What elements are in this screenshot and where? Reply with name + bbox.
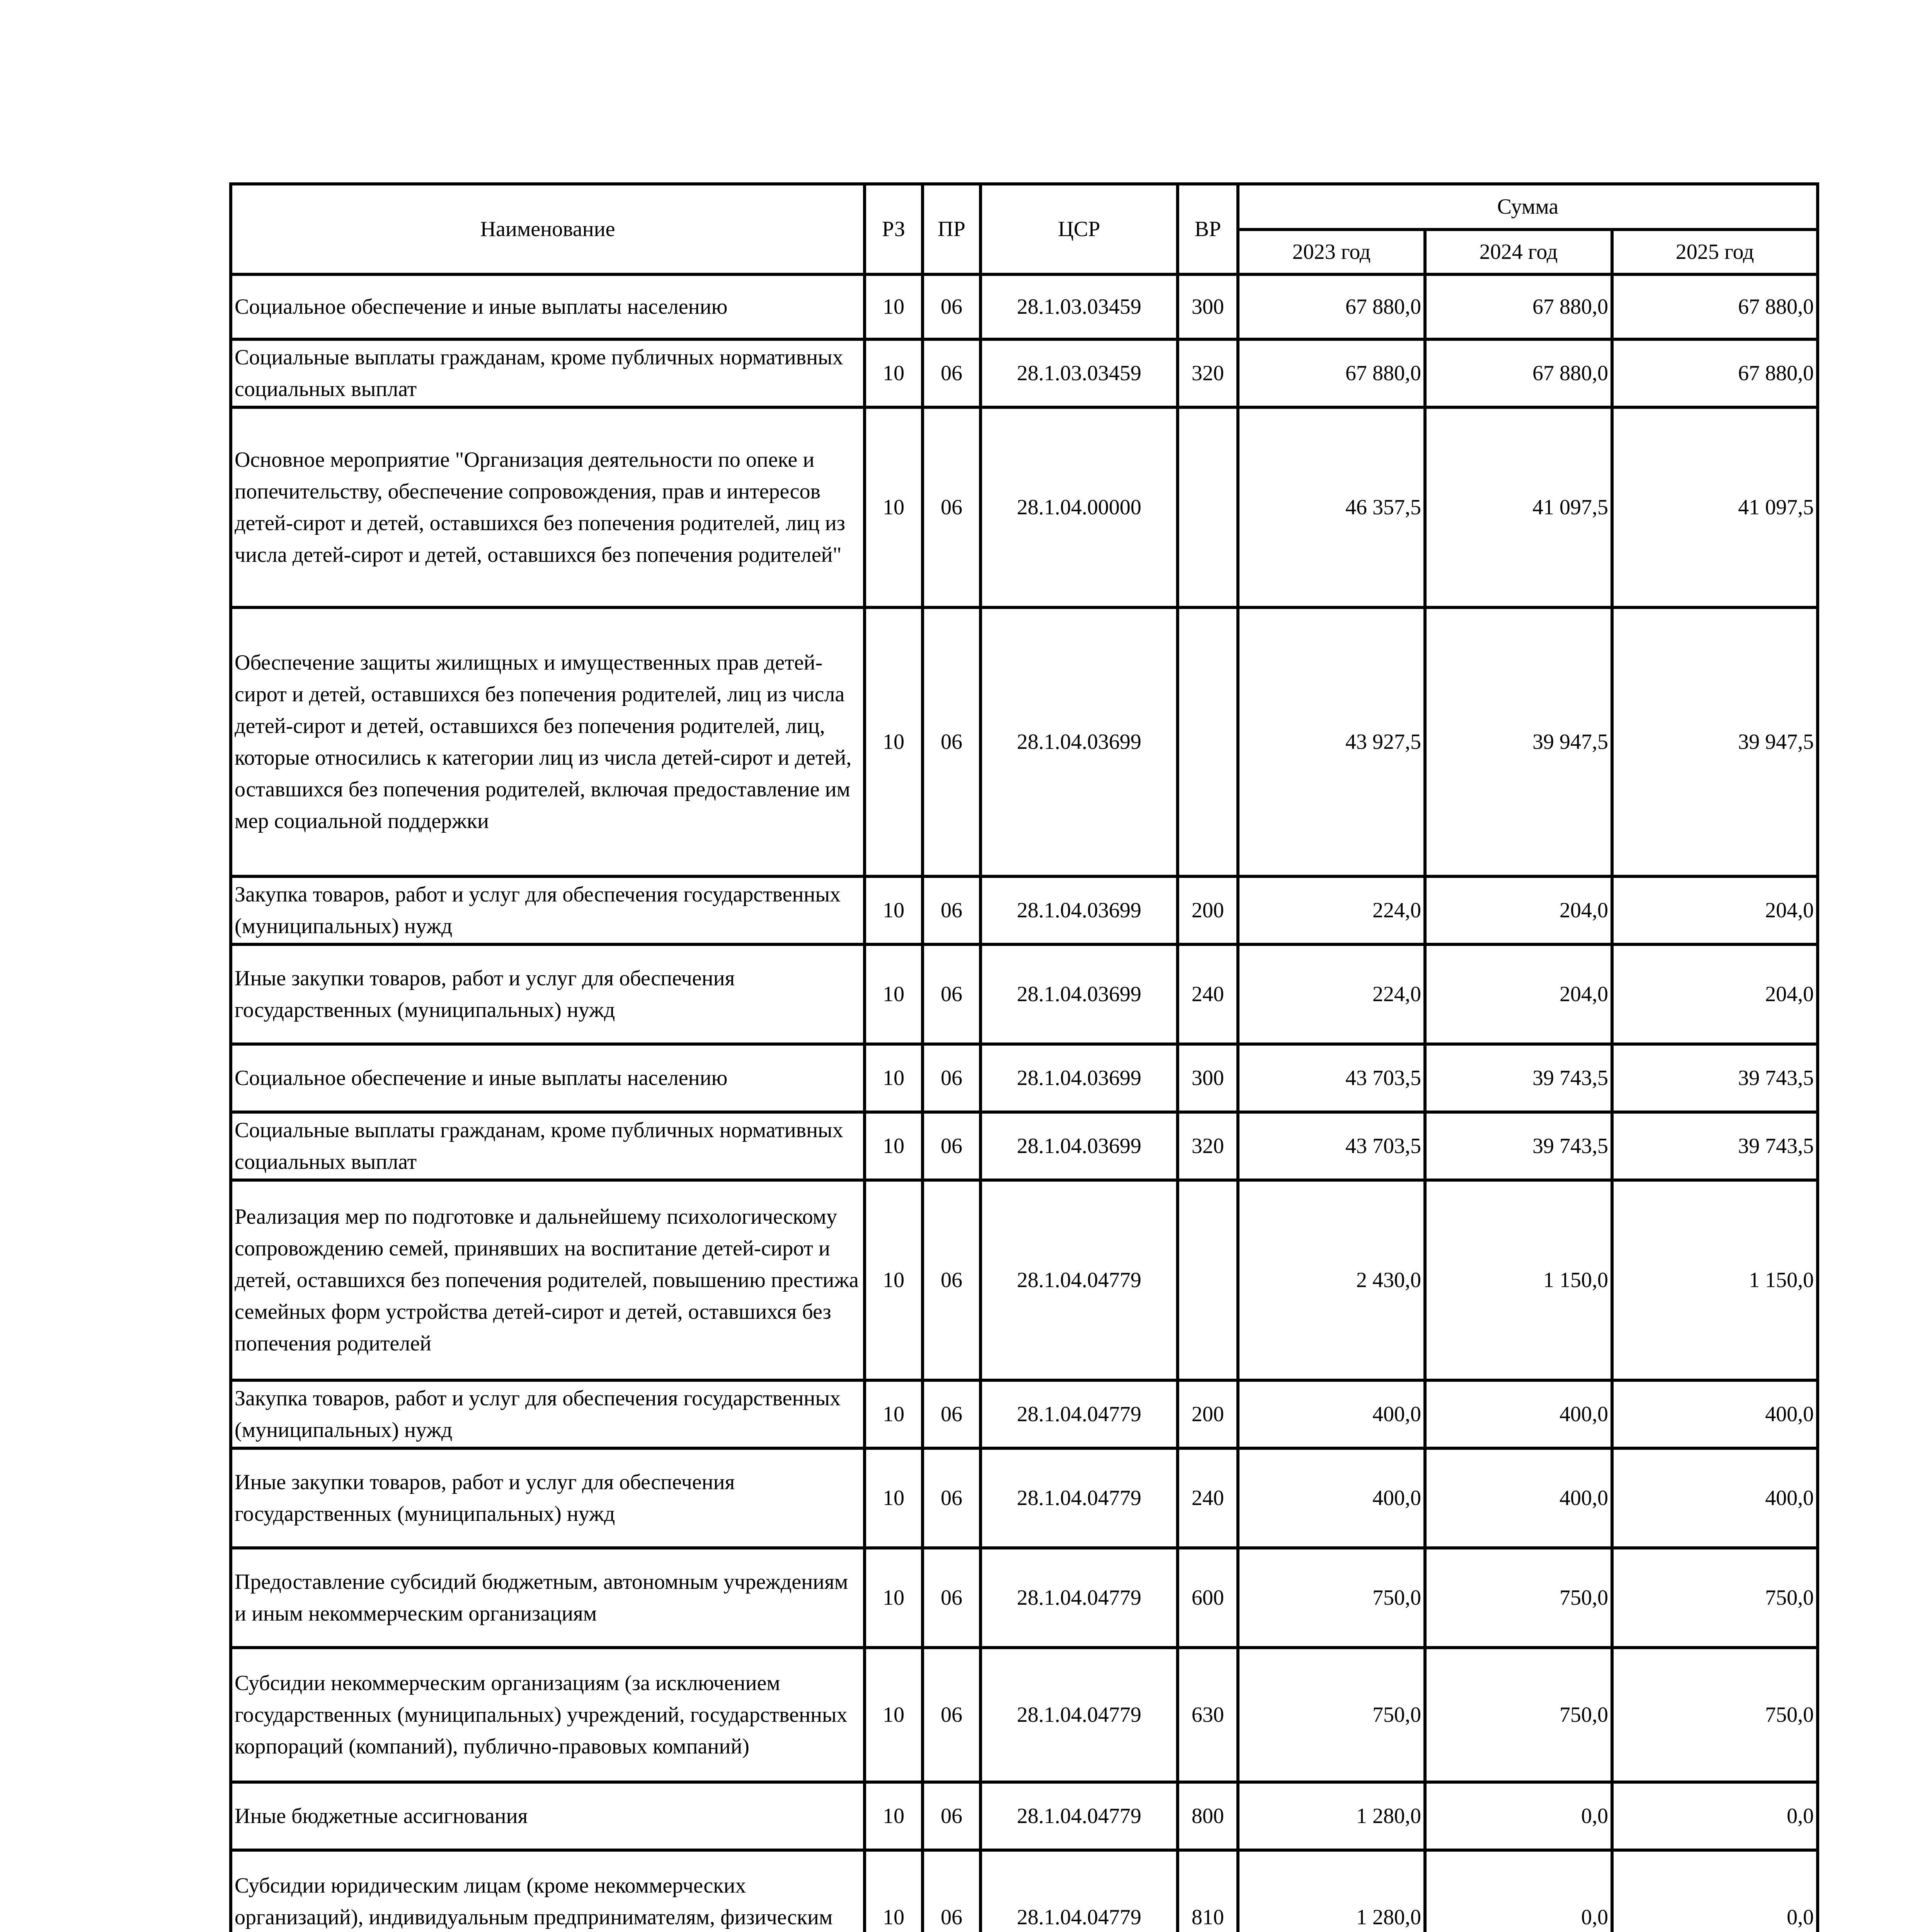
row-sum-2025-cell: 39 947,5	[1612, 607, 1818, 876]
row-vr-cell: 300	[1178, 1044, 1238, 1112]
row-sum-2023-cell: 43 927,5	[1238, 607, 1425, 876]
row-sum-2025-cell: 204,0	[1612, 944, 1818, 1044]
row-sum-2023-cell: 1 280,0	[1238, 1782, 1425, 1850]
row-pr-cell: 06	[923, 1782, 981, 1850]
row-name-cell: Иные бюджетные ассигнования	[231, 1782, 865, 1850]
row-rz-cell: 10	[865, 1782, 923, 1850]
row-rz-cell: 10	[865, 944, 923, 1044]
row-name-cell: Социальное обеспечение и иные выплаты населению	[231, 1044, 865, 1112]
table-row	[231, 1112, 1818, 1180]
table-row	[231, 876, 1818, 944]
row-vr-cell	[1178, 407, 1238, 607]
row-sum-2023-cell: 67 880,0	[1238, 274, 1425, 339]
header-name: Наименование	[231, 184, 865, 274]
row-name-cell: Основное мероприятие "Организация деятельности по опеке и попечительству, обеспечение сопровождения, прав и интересов детей-сирот и детей, оставшихся без попечения родителей, лиц из числа детей-сирот и детей, оставшихся без попечения родителей"	[231, 407, 865, 607]
row-sum-2025-cell: 400,0	[1612, 1380, 1818, 1448]
row-pr-cell: 06	[923, 1648, 981, 1782]
row-vr-cell: 200	[1178, 1380, 1238, 1448]
row-pr-cell: 06	[923, 1044, 981, 1112]
row-sum-2024-cell: 67 880,0	[1425, 274, 1612, 339]
row-sum-2024-cell: 400,0	[1425, 1380, 1612, 1448]
row-sum-2025-cell: 0,0	[1612, 1782, 1818, 1850]
row-csr-cell: 28.1.03.03459	[981, 339, 1178, 407]
header-sum: Сумма	[1238, 184, 1818, 230]
row-sum-2024-cell: 39 743,5	[1425, 1112, 1612, 1180]
row-csr-cell: 28.1.04.03699	[981, 1112, 1178, 1180]
row-sum-2023-cell: 750,0	[1238, 1648, 1425, 1782]
header-year-2023: 2023 год	[1238, 230, 1425, 274]
row-name-cell: Социальные выплаты гражданам, кроме публичных нормативных социальных выплат	[231, 339, 865, 407]
row-rz-cell: 10	[865, 1548, 923, 1648]
row-pr-cell: 06	[923, 1548, 981, 1648]
row-rz-cell: 10	[865, 1112, 923, 1180]
row-vr-cell: 800	[1178, 1782, 1238, 1850]
row-csr-cell: 28.1.03.03459	[981, 274, 1178, 339]
row-sum-2025-cell: 1 150,0	[1612, 1180, 1818, 1380]
table-row	[231, 607, 1818, 876]
row-vr-cell: 200	[1178, 876, 1238, 944]
table-row	[231, 1180, 1818, 1380]
row-name-cell: Реализация мер по подготовке и дальнейшему психологическому сопровождению семей, принявших на воспитание детей-сирот и детей, оставшихся без попечения родителей, повышению престижа семейных форм устройства детей-сирот и детей, оставшихся без попечения родителей	[231, 1180, 865, 1380]
row-sum-2023-cell: 2 430,0	[1238, 1180, 1425, 1380]
row-rz-cell: 10	[865, 1380, 923, 1448]
row-name-cell: Обеспечение защиты жилищных и имущественных прав детей-сирот и детей, оставшихся без попечения родителей, лиц из числа детей-сирот и детей, оставшихся без попечения родителей, лиц, которые относились к категории лиц из числа детей-сирот и детей, оставшихся без попечения родителей, включая предоставление им мер социальной поддержки	[231, 607, 865, 876]
row-rz-cell: 10	[865, 1448, 923, 1548]
row-name-cell: Социальное обеспечение и иные выплаты населению	[231, 274, 865, 339]
row-pr-cell: 06	[923, 876, 981, 944]
budget-table	[229, 182, 1819, 1932]
row-vr-cell: 300	[1178, 274, 1238, 339]
row-sum-2023-cell: 46 357,5	[1238, 407, 1425, 607]
row-name-cell: Закупка товаров, работ и услуг для обеспечения государственных (муниципальных) нужд	[231, 1380, 865, 1448]
row-sum-2023-cell: 1 280,0	[1238, 1850, 1425, 1932]
row-sum-2024-cell: 750,0	[1425, 1648, 1612, 1782]
row-name-cell: Субсидии юридическим лицам (кроме некоммерческих организаций), индивидуальным предпринимателям, физическим	[231, 1850, 865, 1932]
row-pr-cell: 06	[923, 1448, 981, 1548]
row-sum-2023-cell: 224,0	[1238, 876, 1425, 944]
row-vr-cell: 630	[1178, 1648, 1238, 1782]
row-csr-cell: 28.1.04.04779	[981, 1548, 1178, 1648]
row-csr-cell: 28.1.04.04779	[981, 1850, 1178, 1932]
header-year-2025: 2025 год	[1612, 230, 1818, 274]
row-csr-cell: 28.1.04.00000	[981, 407, 1178, 607]
row-sum-2024-cell: 1 150,0	[1425, 1180, 1612, 1380]
row-rz-cell: 10	[865, 876, 923, 944]
row-pr-cell: 06	[923, 1180, 981, 1380]
row-rz-cell: 10	[865, 1648, 923, 1782]
row-vr-cell: 240	[1178, 1448, 1238, 1548]
header-pr: ПР	[923, 184, 981, 274]
row-sum-2024-cell: 41 097,5	[1425, 407, 1612, 607]
row-rz-cell: 10	[865, 407, 923, 607]
row-name-cell: Иные закупки товаров, работ и услуг для обеспечения государственных (муниципальных) нужд	[231, 944, 865, 1044]
row-sum-2024-cell: 39 743,5	[1425, 1044, 1612, 1112]
row-rz-cell: 10	[865, 1044, 923, 1112]
row-sum-2024-cell: 204,0	[1425, 944, 1612, 1044]
table-row	[231, 1648, 1818, 1782]
table-row	[231, 1380, 1818, 1448]
header-year-2024: 2024 год	[1425, 230, 1612, 274]
row-pr-cell: 06	[923, 1112, 981, 1180]
row-sum-2023-cell: 400,0	[1238, 1448, 1425, 1548]
row-pr-cell: 06	[923, 407, 981, 607]
row-vr-cell: 600	[1178, 1548, 1238, 1648]
row-sum-2023-cell: 43 703,5	[1238, 1044, 1425, 1112]
row-name-cell: Иные закупки товаров, работ и услуг для обеспечения государственных (муниципальных) нужд	[231, 1448, 865, 1548]
row-sum-2025-cell: 204,0	[1612, 876, 1818, 944]
row-pr-cell: 06	[923, 1380, 981, 1448]
row-csr-cell: 28.1.04.03699	[981, 1044, 1178, 1112]
row-sum-2025-cell: 750,0	[1612, 1548, 1818, 1648]
table-body	[231, 274, 1818, 1932]
row-sum-2023-cell: 224,0	[1238, 944, 1425, 1044]
row-csr-cell: 28.1.04.03699	[981, 944, 1178, 1044]
row-sum-2025-cell: 67 880,0	[1612, 274, 1818, 339]
table-row	[231, 1448, 1818, 1548]
row-sum-2024-cell: 204,0	[1425, 876, 1612, 944]
row-pr-cell: 06	[923, 339, 981, 407]
table-row	[231, 274, 1818, 339]
row-rz-cell: 10	[865, 339, 923, 407]
row-csr-cell: 28.1.04.03699	[981, 876, 1178, 944]
row-csr-cell: 28.1.04.04779	[981, 1180, 1178, 1380]
row-sum-2025-cell: 0,0	[1612, 1850, 1818, 1932]
row-rz-cell: 10	[865, 274, 923, 339]
row-pr-cell: 06	[923, 944, 981, 1044]
header-rz: РЗ	[865, 184, 923, 274]
row-csr-cell: 28.1.04.04779	[981, 1782, 1178, 1850]
row-pr-cell: 06	[923, 607, 981, 876]
row-csr-cell: 28.1.04.04779	[981, 1448, 1178, 1548]
row-sum-2024-cell: 0,0	[1425, 1850, 1612, 1932]
table-row	[231, 1548, 1818, 1648]
row-name-cell: Предоставление субсидий бюджетным, автономным учреждениям и иным некоммерческим организациям	[231, 1548, 865, 1648]
row-vr-cell	[1178, 607, 1238, 876]
header-csr: ЦСР	[981, 184, 1178, 274]
row-name-cell: Социальные выплаты гражданам, кроме публичных нормативных социальных выплат	[231, 1112, 865, 1180]
table-row	[231, 944, 1818, 1044]
row-vr-cell: 320	[1178, 1112, 1238, 1180]
row-sum-2024-cell: 400,0	[1425, 1448, 1612, 1548]
row-sum-2023-cell: 67 880,0	[1238, 339, 1425, 407]
table-row	[231, 1044, 1818, 1112]
header-vr: ВР	[1178, 184, 1238, 274]
row-pr-cell: 06	[923, 1850, 981, 1932]
row-rz-cell: 10	[865, 607, 923, 876]
row-rz-cell: 10	[865, 1850, 923, 1932]
row-sum-2024-cell: 750,0	[1425, 1548, 1612, 1648]
row-csr-cell: 28.1.04.04779	[981, 1648, 1178, 1782]
row-sum-2023-cell: 750,0	[1238, 1548, 1425, 1648]
row-sum-2024-cell: 67 880,0	[1425, 339, 1612, 407]
row-sum-2025-cell: 39 743,5	[1612, 1044, 1818, 1112]
row-csr-cell: 28.1.04.03699	[981, 607, 1178, 876]
row-vr-cell: 320	[1178, 339, 1238, 407]
row-csr-cell: 28.1.04.04779	[981, 1380, 1178, 1448]
row-sum-2025-cell: 750,0	[1612, 1648, 1818, 1782]
table-row	[231, 407, 1818, 607]
row-sum-2023-cell: 43 703,5	[1238, 1112, 1425, 1180]
row-sum-2025-cell: 39 743,5	[1612, 1112, 1818, 1180]
row-sum-2025-cell: 400,0	[1612, 1448, 1818, 1548]
table-row	[231, 339, 1818, 407]
table-row	[231, 1782, 1818, 1850]
row-sum-2024-cell: 0,0	[1425, 1782, 1612, 1850]
row-name-cell: Субсидии некоммерческим организациям (за исключением государственных (муниципальных) учреждений, государственных корпораций (компаний), публично-правовых компаний)	[231, 1648, 865, 1782]
row-vr-cell: 810	[1178, 1850, 1238, 1932]
row-vr-cell: 240	[1178, 944, 1238, 1044]
row-sum-2024-cell: 39 947,5	[1425, 607, 1612, 876]
row-sum-2025-cell: 41 097,5	[1612, 407, 1818, 607]
row-vr-cell	[1178, 1180, 1238, 1380]
row-rz-cell: 10	[865, 1180, 923, 1380]
table-row	[231, 1850, 1818, 1932]
row-pr-cell: 06	[923, 274, 981, 339]
row-sum-2023-cell: 400,0	[1238, 1380, 1425, 1448]
row-name-cell: Закупка товаров, работ и услуг для обеспечения государственных (муниципальных) нужд	[231, 876, 865, 944]
row-sum-2025-cell: 67 880,0	[1612, 339, 1818, 407]
